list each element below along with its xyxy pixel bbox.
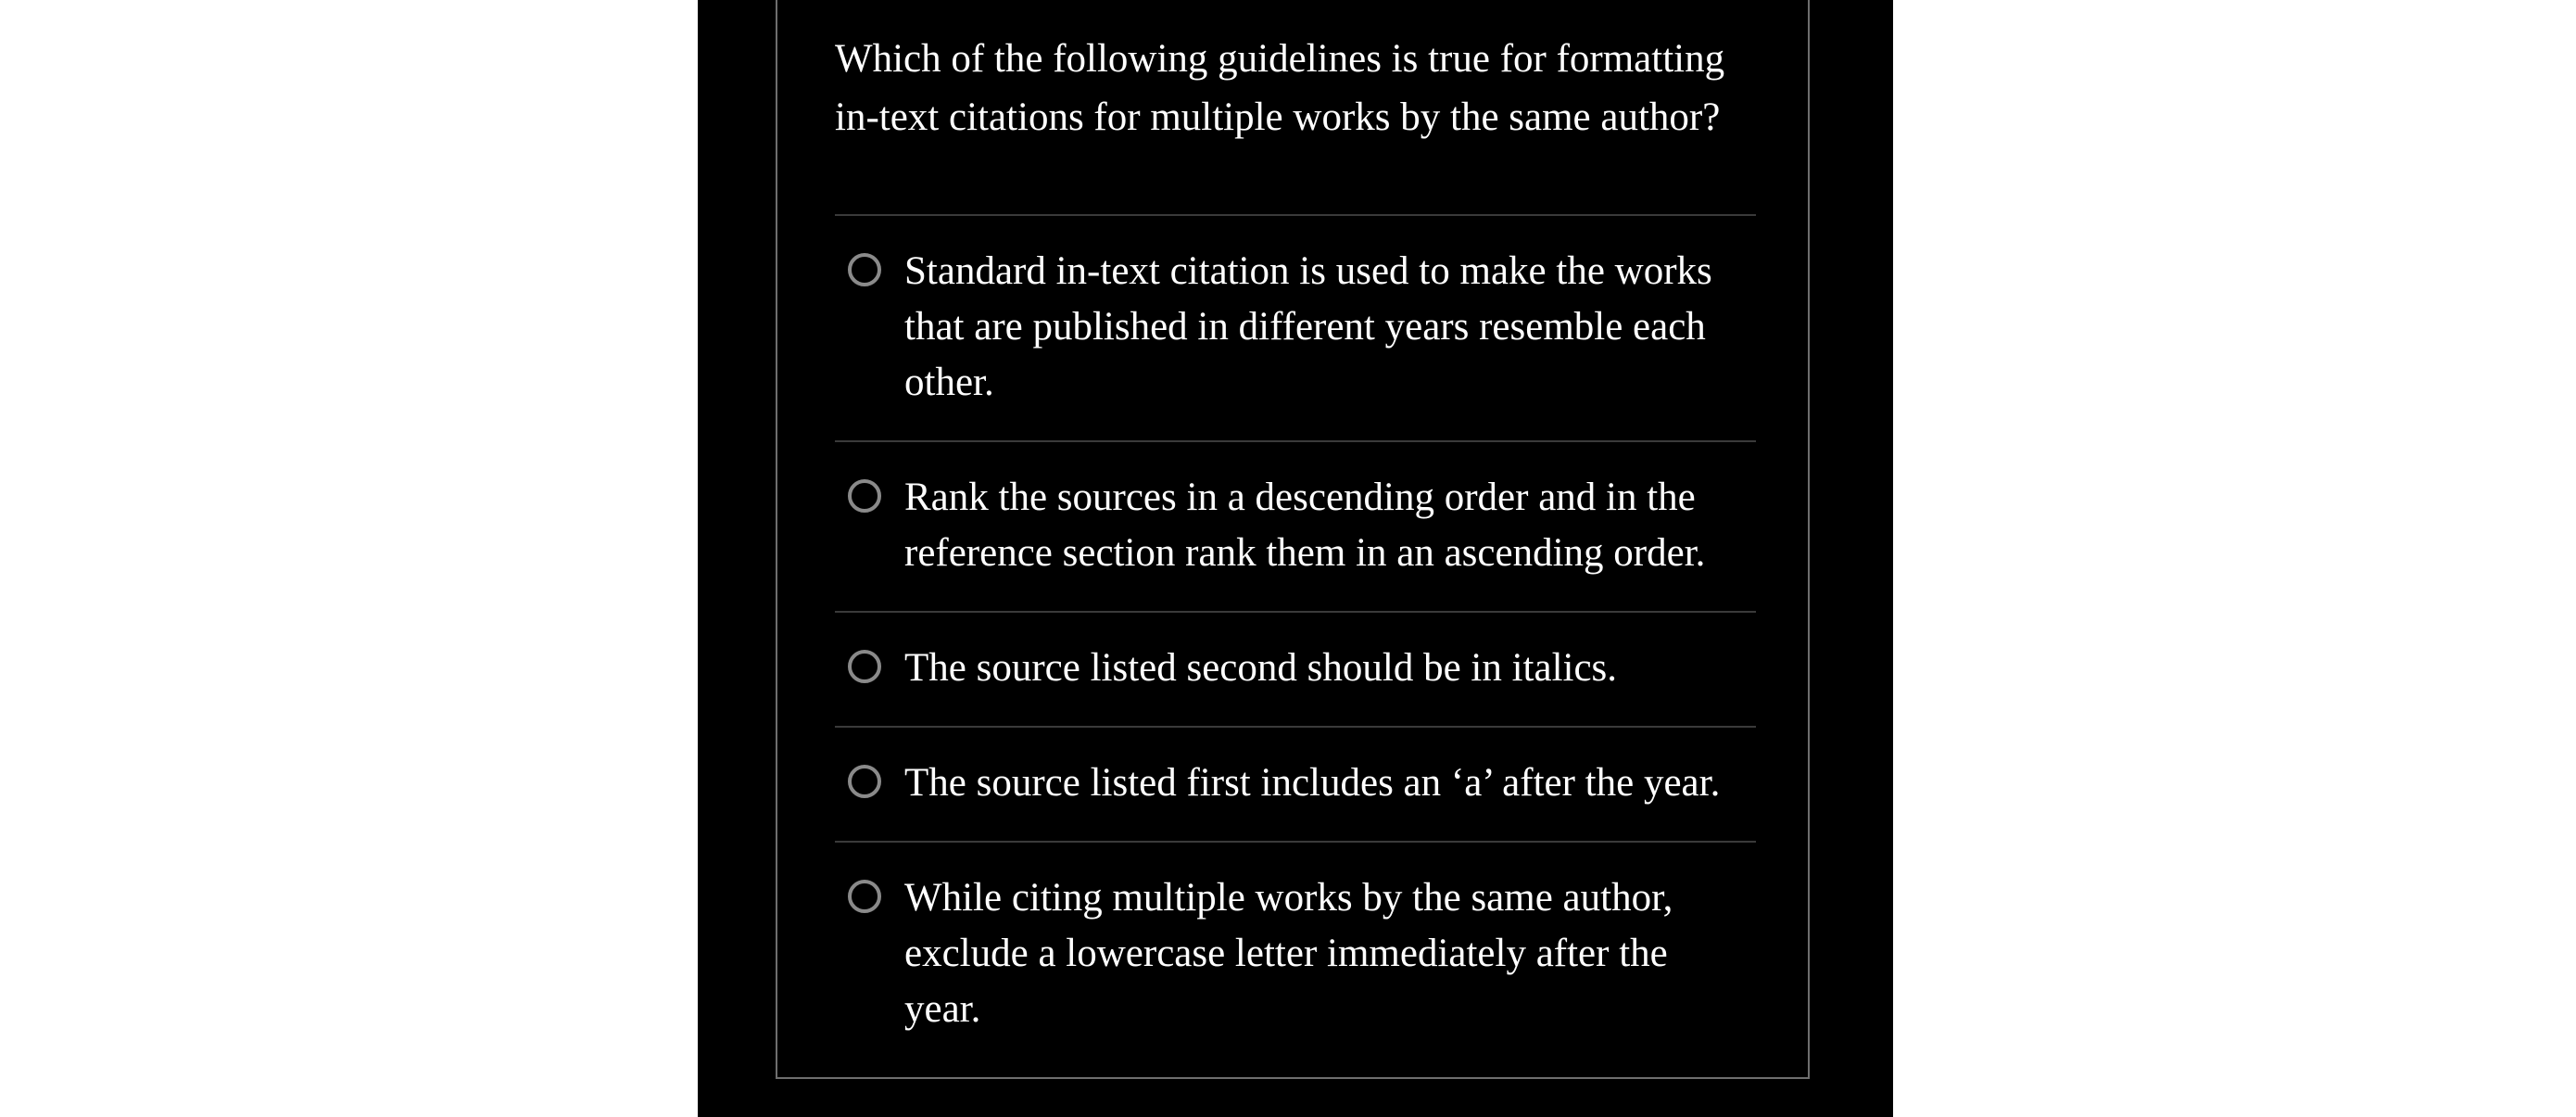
question-text: Which of the following guidelines is true for formatting in-text citations for multiple works by the same author? [835, 37, 1725, 139]
question-card [776, 0, 1810, 1079]
radio-unchecked-icon[interactable] [848, 479, 881, 513]
radio-unchecked-icon[interactable] [848, 765, 881, 798]
answer-option-2[interactable] [835, 440, 1756, 611]
answer-option-label: Standard in-text citation is used to make the works that are published in different years resemble each other. [904, 249, 1712, 404]
radio-unchecked-icon[interactable] [848, 253, 881, 286]
answer-option-label: While citing multiple works by the same author, exclude a lowercase letter immediately after the year. [904, 876, 1673, 1031]
answer-option-4[interactable] [835, 726, 1756, 841]
answer-option-label: The source listed second should be in italics. [904, 646, 1618, 690]
answer-option-label: Rank the sources in a descending order and in the reference section rank them in an ascending order. [904, 476, 1706, 575]
radio-unchecked-icon[interactable] [848, 880, 881, 913]
answer-option-3[interactable] [835, 611, 1756, 726]
answer-option-label: The source listed first includes an ‘a’ after the year. [904, 761, 1721, 805]
quiz-panel [698, 0, 1893, 1117]
radio-unchecked-icon[interactable] [848, 650, 881, 683]
answer-option-1[interactable] [835, 214, 1756, 440]
answer-option-5[interactable] [835, 841, 1756, 1067]
answer-options [835, 214, 1756, 1067]
